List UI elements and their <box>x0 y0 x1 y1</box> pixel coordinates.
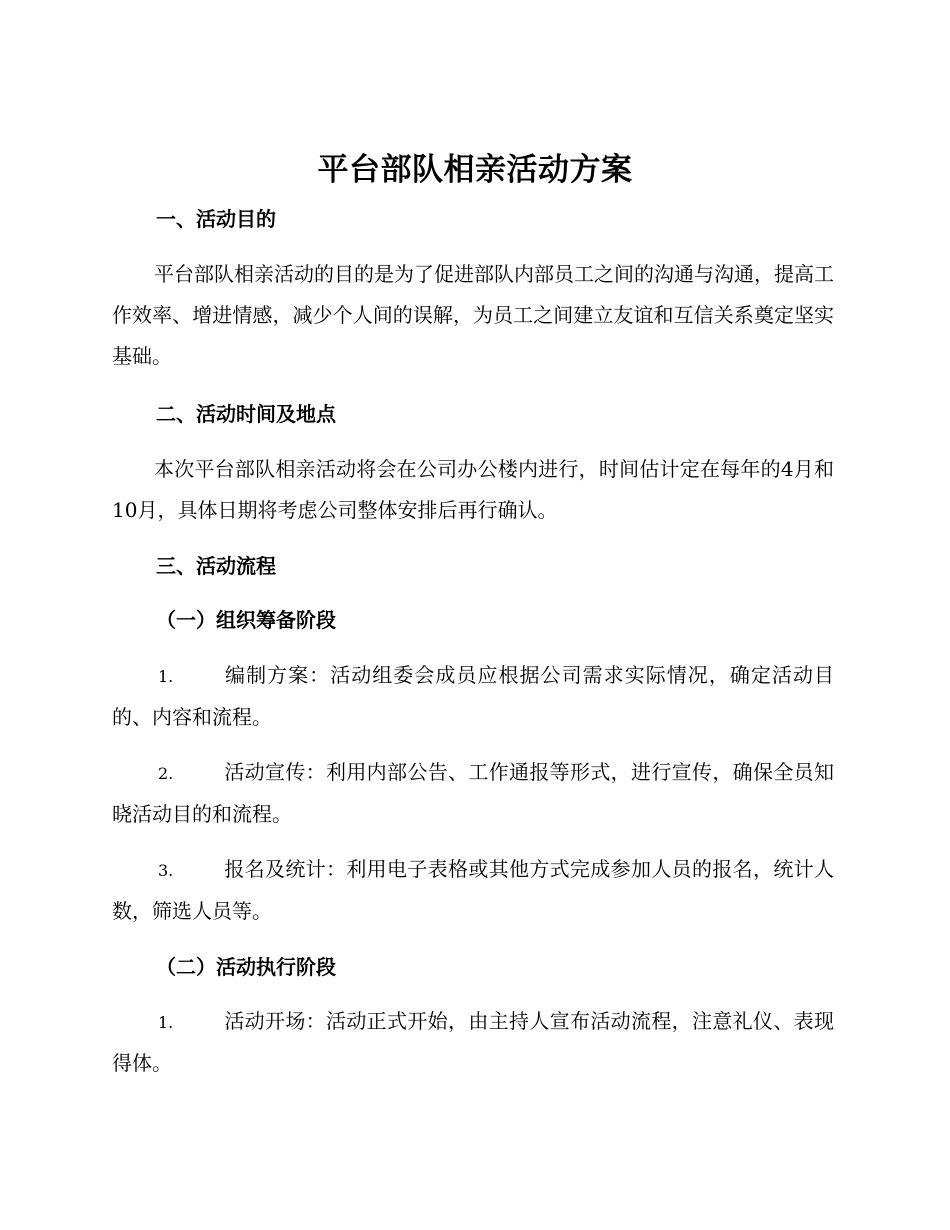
section-heading-time-place: 二、活动时间及地点 <box>156 402 336 426</box>
document-title: 平台部队相亲活动方案 <box>317 152 633 188</box>
section-body-time-place: 本次平台部队相亲活动将会在公司办公楼内进行，时间估计定在每年的4月和10月，具体日期将考虑公司整体安排后再行确认。 <box>112 457 834 522</box>
list-item <box>112 655 834 738</box>
list-item-number: 3. <box>158 861 174 880</box>
subsection-heading-preparation: （一）组织筹备阶段 <box>156 608 336 632</box>
list-item-text: 编制方案：活动组委会成员应根据公司需求实际情况，确定活动目的、内容和流程。 <box>112 663 834 729</box>
section-body-purpose: 平台部队相亲活动的目的是为了促进部队内部员工之间的沟通与沟通，提高工作效率、增进情感，减少个人间的误解，为员工之间建立友谊和互信关系奠定坚实基础。 <box>112 262 834 368</box>
list-item-text: 活动宣传：利用内部公告、工作通报等形式，进行宣传，确保全员知晓活动目的和流程。 <box>112 760 834 826</box>
list-item-text: 报名及统计：利用电子表格或其他方式完成参加人员的报名，统计人数，筛选人员等。 <box>112 857 834 923</box>
section-heading-purpose: 一、活动目的 <box>156 207 276 231</box>
list-item-text: 活动开场：活动正式开始，由主持人宣布活动流程，注意礼仪、表现得体。 <box>112 1009 834 1075</box>
list-item <box>112 1001 834 1084</box>
list-item <box>112 752 834 835</box>
section-heading-process: 三、活动流程 <box>156 554 276 578</box>
list-item <box>112 849 834 932</box>
list-item-number: 1. <box>158 667 174 686</box>
list-item-number: 1. <box>158 1013 174 1032</box>
subsection-heading-execution: （二）活动执行阶段 <box>156 955 336 979</box>
list-item-number: 2. <box>158 764 174 783</box>
